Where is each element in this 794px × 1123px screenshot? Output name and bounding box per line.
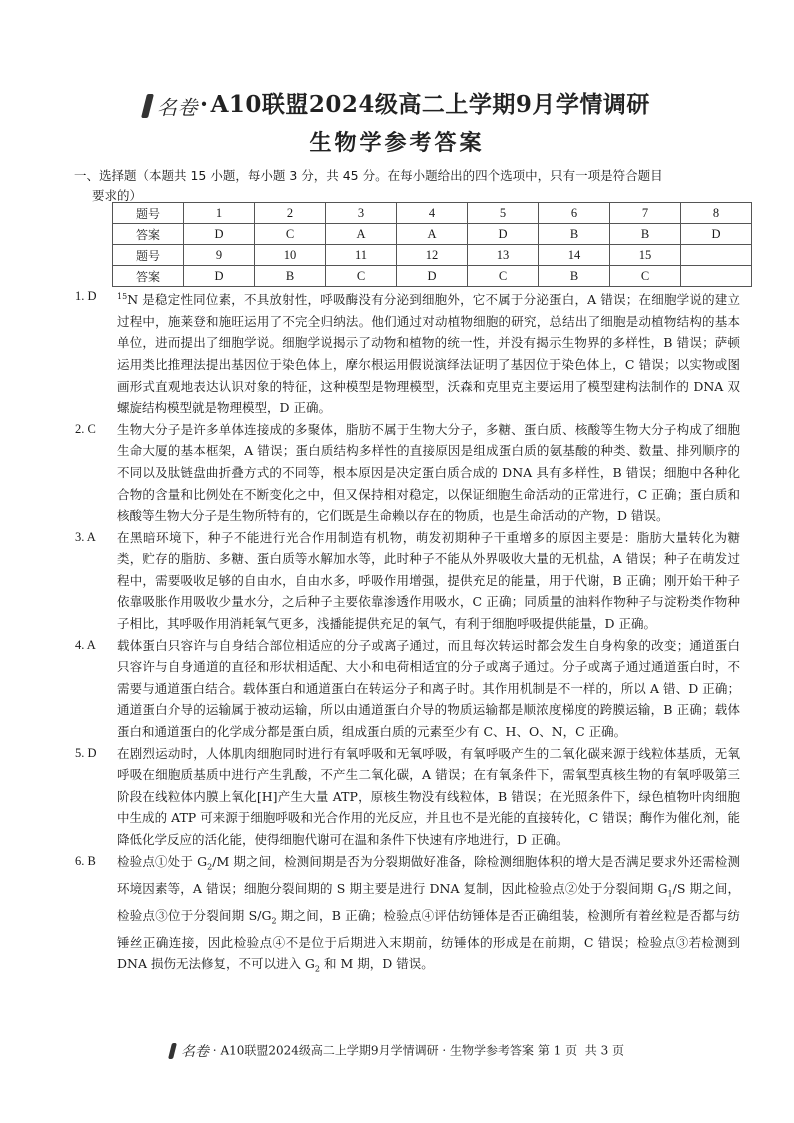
- brush-stroke-icon: [168, 1043, 177, 1059]
- item-explanation: [117, 286, 740, 419]
- question-number-row: [113, 203, 752, 224]
- question-number-cell: 8: [681, 203, 752, 224]
- explanation-item: [75, 286, 740, 419]
- answer-explanations: [0, 286, 794, 981]
- subscript: 1: [667, 889, 673, 899]
- answer-cell: B: [539, 266, 610, 287]
- page-footer: [0, 1041, 794, 1061]
- footer-text: A10联盟2024级高二上学期9月学情调研 · 生物学参考答案: [220, 1043, 535, 1058]
- explanation-item: [75, 419, 740, 527]
- document-title: [0, 86, 794, 121]
- question-number-row: [113, 245, 752, 266]
- question-number-cell: 10: [255, 245, 326, 266]
- explanation-text: 和 M 期，D 错误。: [320, 956, 434, 972]
- brush-stroke-icon: [141, 94, 154, 118]
- item-explanation: [117, 419, 740, 527]
- item-label: 4. A: [75, 637, 96, 652]
- question-number-cell: 15: [610, 245, 681, 266]
- item-explanation: [117, 635, 740, 743]
- explanation-text: 在黑暗环境下，种子不能进行光合作用制造有机物，萌发初期种子干重增多的原因主要是：脂肪大量转化为糖类，贮存的脂肪、多糖、蛋白质等水解加水等，此时种子不能从外界吸收大量的无机盐，A 错误；种子在萌发过程中，需要吸收足够的自由水，自由水多，呼吸作用增强，提供充足的能量，用于代谢，B 正确；刚开始干种子依靠吸胀作用吸收少量水分，之后种子主要依靠渗透作用吸水，C 正确；同质量的油料作物种子与淀粉类作物种子相比，其呼吸作用消耗氧气更多，浅播能提供充足的氧气，有利于细胞呼吸提供能量，D 正确。: [117, 529, 740, 632]
- section-heading-line1: 一、选择题（本题共 15 小题，每小题 3 分，共 45 分。在每小题给出的四个选项中，只有一项是符合题目: [74, 168, 663, 183]
- answer-cell: [681, 266, 752, 287]
- superscript: 15: [117, 292, 128, 301]
- question-number-cell: 3: [326, 203, 397, 224]
- question-number-cell: 13: [468, 245, 539, 266]
- explanation-text: 在剧烈运动时，人体肌肉细胞同时进行有氧呼吸和无氧呼吸，有氧呼吸产生的二氧化碳来源于线粒体基质，无氧呼吸在细胞质基质中进行产生乳酸，不产生二氧化碳，A 错误；在有氧条件下，需氧型真核生物的有氧呼吸第三阶段在线粒体内膜上氧化[H]产生大量 ATP，原核生物没有线粒体，B 错误；在光照条件下，绿色植物叶肉细胞中生成的 ATP 可来源于细胞呼吸和光合作用的光反应，并且也不是光能的直接转化，C 错误；酶作为催化剂，能降低化学反应的活化能，使得细胞代谢可在温和条件下快速有序地进行，D 正确。: [117, 745, 740, 847]
- document-subtitle: 生物学参考答案: [309, 130, 485, 156]
- footer-page-number: 第 1 页: [537, 1043, 578, 1058]
- explanation-item: [75, 743, 740, 851]
- answer-cell: D: [397, 266, 468, 287]
- item-explanation: [117, 527, 740, 635]
- explanation-text: N 是稳定性同位素，不具放射性，呼吸酶没有分泌到细胞外，它不属于分泌蛋白，A 错误；在细胞学说的建立过程中，施莱登和施旺运用了不完全归纳法。他们通过对动植物细胞的研究，总结出了细胞是动植物结构的基本单位，进而提出了细胞学说。细胞学说揭示了动物和植物的统一性，并没有揭示生物界的多样性，B 错误；萨顿运用类比推理法提出基因位于染色体上，摩尔根运用假说演绎法证明了基因位于染色体上，C 错误；以实物或图画形式直观地表达认识对象的特征，这种模型是物理模型，沃森和克里克主要运用了模型建构法制作的 DNA 双螺旋结构模型就是物理模型，D 正确。: [117, 292, 740, 416]
- item-explanation: [117, 851, 740, 981]
- explanation-text: 载体蛋白只容许与自身结合部位相适应的分子或离子通过，而且每次转运时都会发生自身构象的改变；通道蛋白只容许与自身通道的直径和形状相适配、大小和电荷相适宜的分子或离子通过。分子或离子通过通道蛋白时，不需要与通道蛋白结合。载体蛋白和通道蛋白在转运分子和离子时。其作用机制是不一样的，所以 A 错、D 正确；通道蛋白介导的运输属于被动运输，所以由通道蛋白介导的物质运输都是顺浓度梯度的跨膜运输，B 正确；载体蛋白和通道蛋白的化学成分都是蛋白质，组成蛋白质的元素至少有 C、H、O、N，C 正确。: [117, 637, 740, 740]
- item-label: 1. D: [75, 289, 97, 303]
- brand-name: 名卷: [157, 95, 199, 120]
- question-number-cell: 14: [539, 245, 610, 266]
- explanation-text: /S 期之间，检验点③位于分裂间期 S/G: [117, 880, 741, 923]
- footer-dot: ·: [212, 1043, 217, 1058]
- answer-cell: A: [326, 224, 397, 245]
- item-label: 6. B: [75, 853, 96, 868]
- separator-dot: ·: [200, 91, 209, 118]
- answer-row: [113, 224, 752, 245]
- question-number-cell: [681, 245, 752, 266]
- answer-cell: B: [255, 266, 326, 287]
- answer-cell: C: [326, 266, 397, 287]
- item-label: 5. D: [75, 745, 97, 760]
- explanation-text: 期之间，B 正确；检验点④评估纺锤体是否正确组装，检测所有着丝粒是否都与纺锤丝正确连接，因此检验点④不是位于后期进入末期前，纺锤体的形成是在前期，C 错误；检验点③若检测到 DNA 损伤无法修复，不可以进入 G: [117, 907, 740, 972]
- title-text: A10联盟2024级高二上学期9月学情调研: [210, 91, 650, 118]
- question-number-cell: 7: [610, 203, 681, 224]
- item-explanation: [117, 743, 740, 851]
- answer-cell: B: [610, 224, 681, 245]
- explanation-text: 生物大分子是许多单体连接成的多聚体，脂肪不属于生物大分子，多糖、蛋白质、核酸等生物大分子构成了细胞生命大厦的基本框架，A 错误；蛋白质结构多样性的直接原因是组成蛋白质的氨基酸的种类、数量、排列顺序的不同以及肽链盘曲折叠方式的不同等，根本原因是决定蛋白质合成的 DNA 具有多样性，B 错误；细胞中各种化合物的含量和比例处在不断变化之中，但又保持相对稳定，以保证细胞生命活动的正常进行，C 正确；蛋白质和核酸等生物大分子是生物所特有的，它们既是生命赖以存在的物质，也是生命活动的产物，D 错误。: [117, 421, 740, 524]
- explanation-item: [75, 635, 740, 743]
- footer-brand-name: 名卷: [180, 1044, 209, 1060]
- explanation-text: /M 期之间，检测间期是否为分裂期做好准备，除检测细胞体积的增大是否满足要求外还需检测环境因素等，A 错误；细胞分裂间期的 S 期主要是进行 DNA 复制，因此检验点②处于分裂间期 G: [117, 853, 740, 896]
- answer-cell: A: [397, 224, 468, 245]
- question-number-cell: 6: [539, 203, 610, 224]
- answer-cell: B: [539, 224, 610, 245]
- subscript: 2: [207, 862, 213, 872]
- question-number-cell: 4: [397, 203, 468, 224]
- question-number-cell: 11: [326, 245, 397, 266]
- item-label: 3. A: [75, 529, 96, 544]
- item-label: 2. C: [75, 421, 96, 436]
- question-number-cell: 9: [184, 245, 255, 266]
- answer-cell: D: [681, 224, 752, 245]
- answer-row: [113, 266, 752, 287]
- section-heading: [74, 166, 744, 206]
- question-number-cell: 12: [397, 245, 468, 266]
- answer-table: [112, 202, 752, 287]
- answer-cell: D: [184, 224, 255, 245]
- brand-logo: [144, 91, 198, 121]
- row-label: 题号: [113, 245, 184, 266]
- answer-cell: D: [184, 266, 255, 287]
- question-number-cell: 2: [255, 203, 326, 224]
- explanation-item: [75, 527, 740, 635]
- answer-cell: D: [468, 224, 539, 245]
- explanation-item: [75, 851, 740, 981]
- answer-cell: C: [610, 266, 681, 287]
- section-heading-line2: 要求的）: [92, 188, 143, 203]
- subscript: 2: [314, 964, 321, 974]
- answer-cell: C: [468, 266, 539, 287]
- row-label: 题号: [113, 203, 184, 224]
- answer-cell: C: [255, 224, 326, 245]
- row-label: 答案: [113, 224, 184, 245]
- row-label: 答案: [113, 266, 184, 287]
- subscript: 2: [271, 916, 277, 926]
- question-number-cell: 1: [184, 203, 255, 224]
- explanation-text: 检验点①处于 G: [117, 853, 208, 869]
- footer-brand-logo: [170, 1041, 209, 1061]
- footer-total-pages: 共 3 页: [584, 1043, 625, 1058]
- question-number-cell: 5: [468, 203, 539, 224]
